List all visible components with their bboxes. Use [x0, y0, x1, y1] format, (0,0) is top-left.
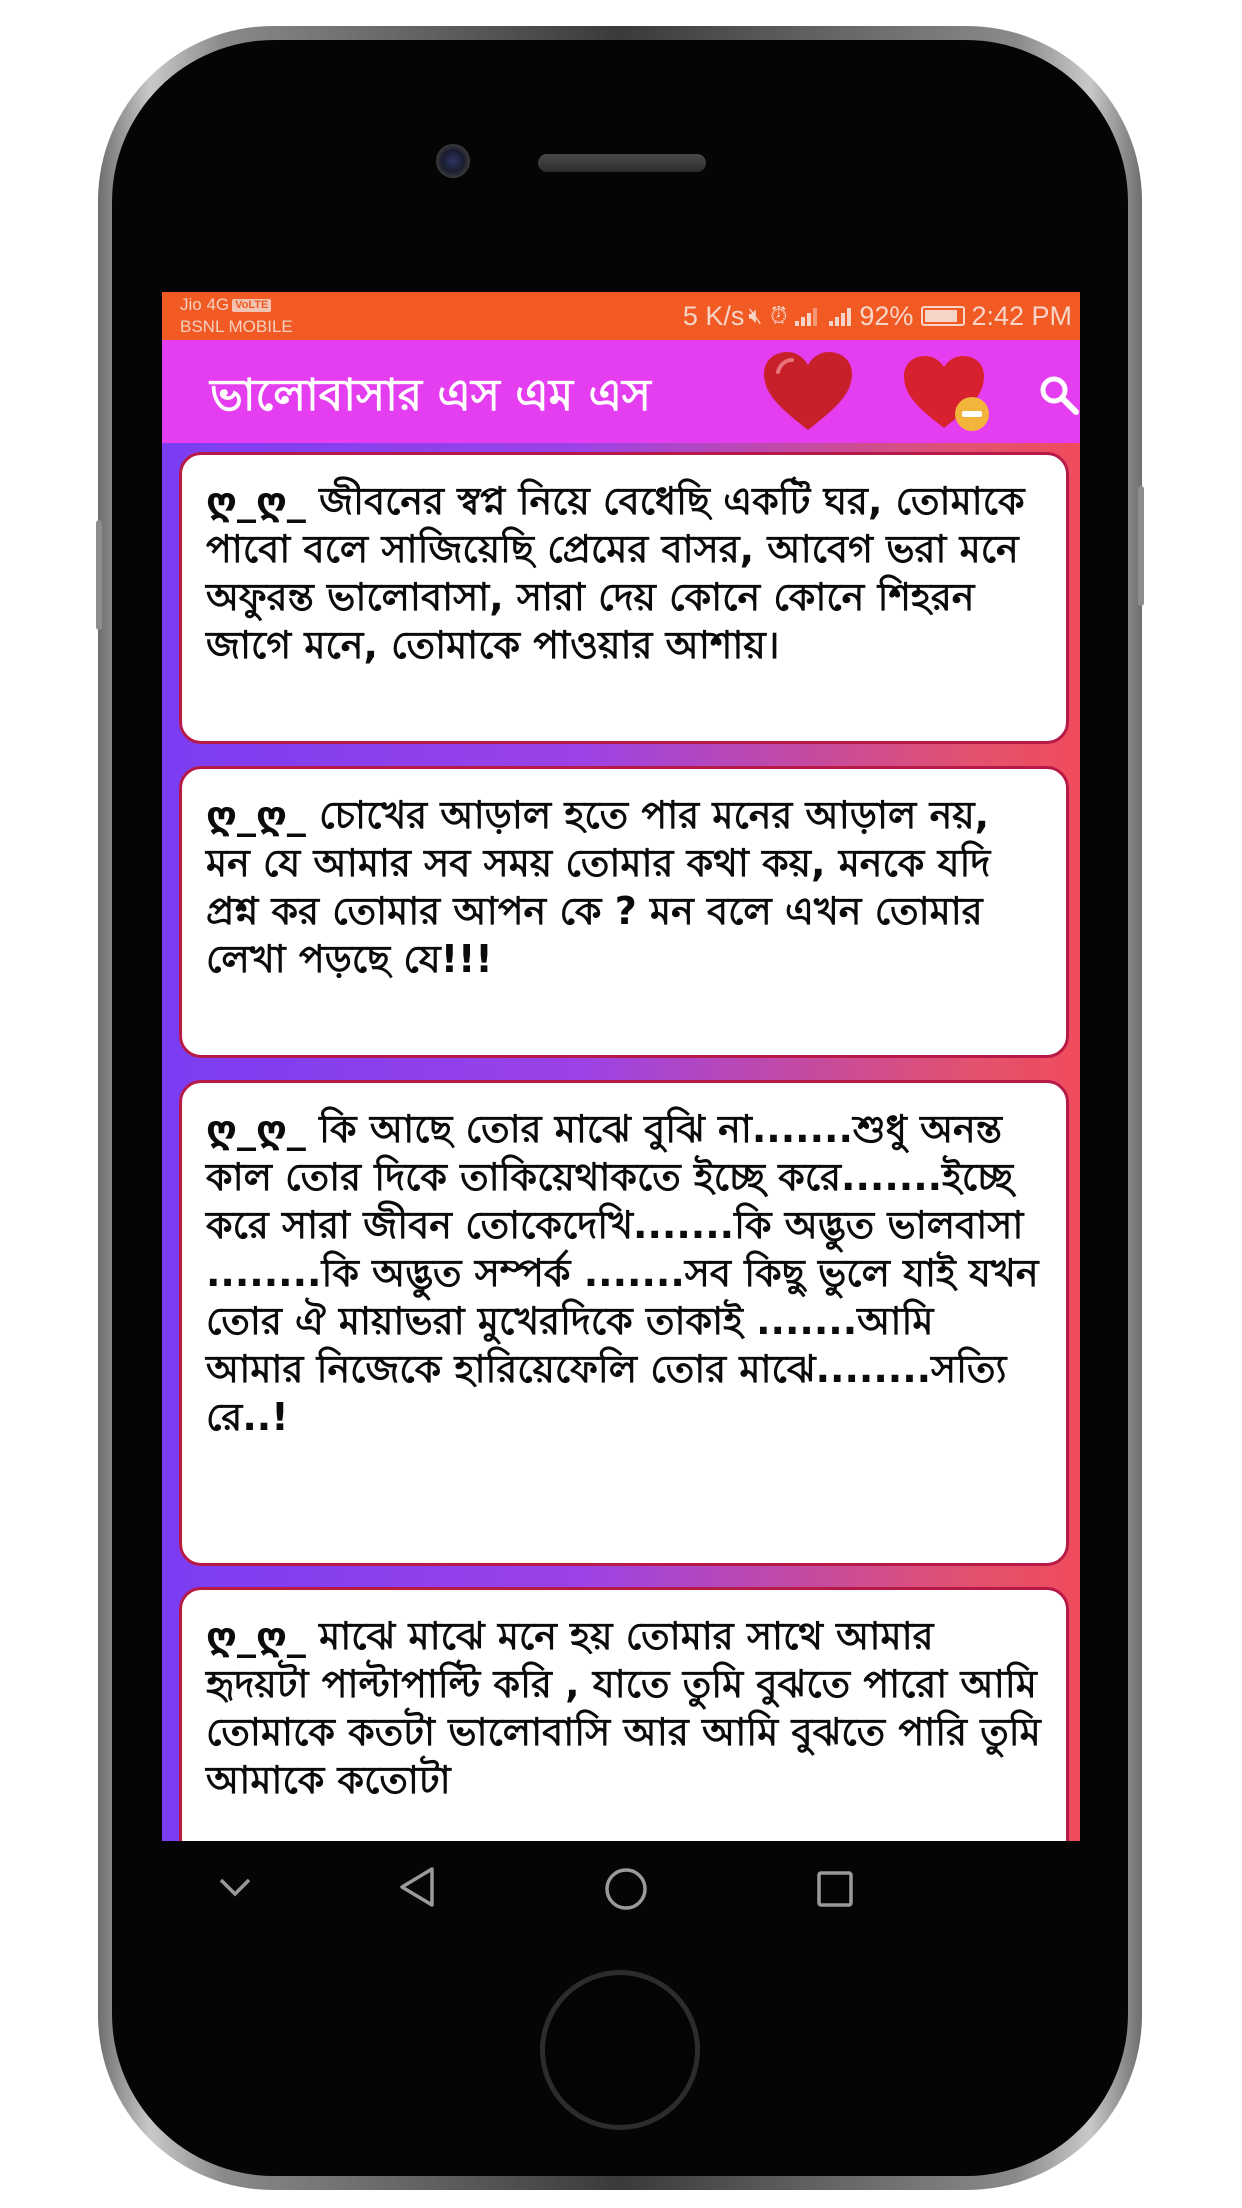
nav-back-icon[interactable]	[398, 1866, 436, 1908]
status-indicators	[683, 292, 1072, 340]
message-list[interactable]	[162, 443, 1080, 1841]
signal-icon	[829, 306, 855, 326]
clock: 2:42 PM	[971, 300, 1072, 331]
heart-icon[interactable]	[760, 350, 856, 434]
message-text: ღ_ღ_ মাঝে মাঝে মনে হয় তোমার সাথে আমার হৃদয়টা পাল্টাপাল্টি করি , যাতে তুমি বুঝতে পারো আমি তোমাকে কতটা ভালোবাসি আর আমি বুঝতে পারি তুমি আমাকে কতোটা	[206, 1614, 1041, 1802]
message-card[interactable]	[179, 452, 1069, 744]
front-camera	[436, 144, 470, 178]
carrier-1: Jio 4G	[180, 295, 230, 314]
nav-home-icon[interactable]	[603, 1866, 649, 1912]
mute-icon: 🔇︎	[748, 303, 763, 328]
message-text: ღ_ღ_ কি আছে তোর মাঝে বুঝি না.......শুধু অনন্ত কাল তোর দিকে তাকিয়েথাকতে ইচ্ছে করে.......ইচ্ছে করে সারা জীবন তোকেদেখি.......কি অদ্ভুত ভালবাসা ........কি অদ্ভুত সম্পর্ক .......সব কিছু ভুলে যাই যখন তোর ঐ মায়াভরা মুখেরদিকে তাকাই .......আমি আমার নিজেকে হারিয়েফেলি তোর মাঝে........সত্যি রে..!	[206, 1107, 1039, 1439]
app-bar	[162, 340, 1080, 443]
net-speed: 5 K/s	[682, 300, 745, 331]
app-title: ভালোবাসার এস এম এস	[210, 370, 651, 421]
battery-icon	[921, 306, 965, 326]
message-card[interactable]	[179, 766, 1069, 1058]
home-button[interactable]	[540, 1970, 700, 2130]
carrier-2: BSNL MOBILE	[180, 317, 293, 336]
phone-side-button	[1138, 486, 1144, 606]
message-text: ღ_ღ_ জীবনের স্বপ্ন নিয়ে বেধেছি একটি ঘর, তোমাকে পাবো বলে সাজিয়েছি প্রেমের বাসর, আবেগ ভরা মনে অফুরন্ত ভালোবাসা, সারা দেয় কোনে কোনে শিহরন জাগে মনে, তোমাকে পাওয়ার আশায়।	[206, 479, 1025, 667]
phone-volume-button	[96, 520, 102, 630]
status-bar	[162, 292, 1080, 340]
heart-remove-icon[interactable]	[898, 352, 998, 436]
battery-percent: 92%	[859, 300, 914, 331]
nav-collapse-icon[interactable]	[218, 1876, 252, 1898]
message-card[interactable]	[179, 1587, 1069, 1841]
screen	[162, 292, 1080, 1841]
volte-badge: VoLTE	[232, 299, 271, 312]
carrier-info	[180, 294, 293, 338]
search-icon[interactable]	[1038, 374, 1080, 418]
nav-recents-icon[interactable]	[816, 1870, 854, 1908]
message-text: ღ_ღ_ চোখের আড়াল হতে পার মনের আড়াল নয়, মন যে আমার সব সময় তোমার কথা কয়, মনকে যদি প্রশ্ন কর তোমার আপন কে ? মন বলে এখন তোমার লেখা পড়ছে যে!!!	[206, 793, 991, 981]
alarm-icon: ⏰︎	[770, 303, 788, 328]
signal-icon	[795, 306, 821, 326]
earpiece-speaker	[538, 154, 706, 172]
message-card[interactable]	[179, 1080, 1069, 1566]
